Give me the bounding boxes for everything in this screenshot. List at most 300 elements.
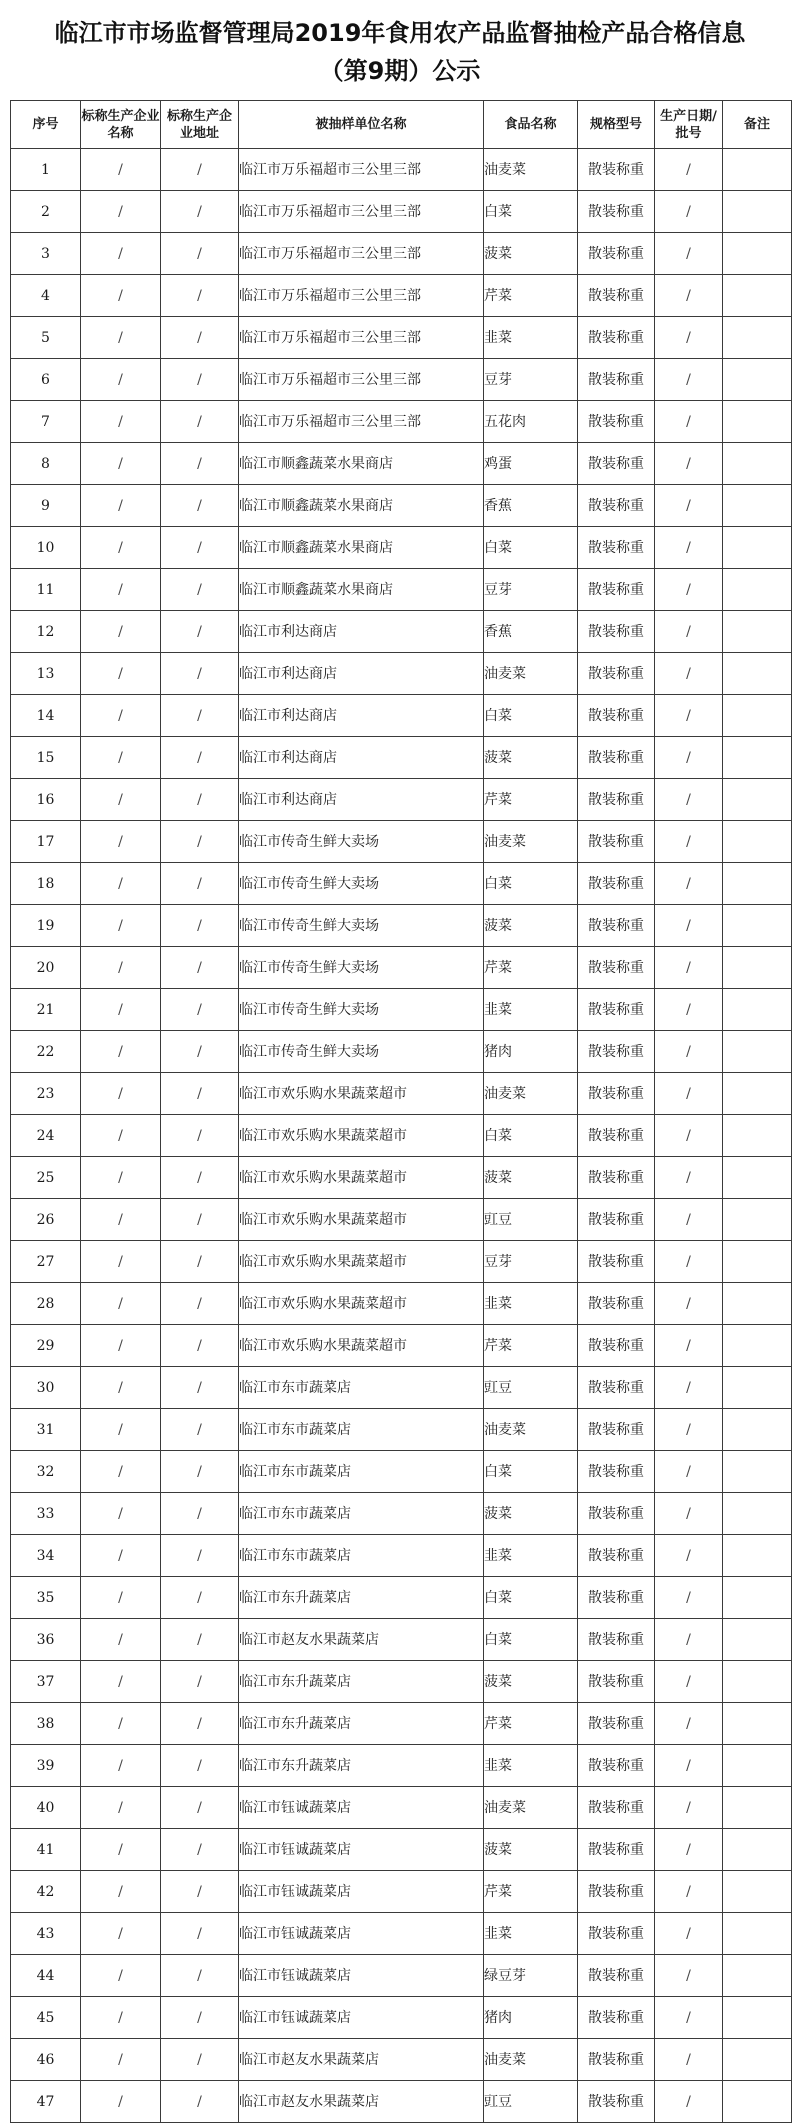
cell-food: 油麦菜 [484,1787,578,1829]
cell-maker-name: / [81,1871,161,1913]
cell-unit: 临江市欢乐购水果蔬菜超市 [239,1241,484,1283]
cell-date: / [655,779,723,821]
table-row [11,947,792,989]
cell-date: / [655,191,723,233]
cell-maker-name: / [81,1703,161,1745]
cell-no: 23 [11,1073,81,1115]
cell-no: 8 [11,443,81,485]
cell-food: 韭菜 [484,989,578,1031]
cell-maker-addr: / [161,191,239,233]
cell-unit: 临江市顺鑫蔬菜水果商店 [239,485,484,527]
cell-food: 芹菜 [484,1703,578,1745]
cell-maker-name: / [81,947,161,989]
cell-maker-name: / [81,1535,161,1577]
cell-food: 油麦菜 [484,2039,578,2081]
cell-no: 2 [11,191,81,233]
cell-note [723,1661,792,1703]
cell-spec: 散装称重 [578,779,655,821]
cell-maker-name: / [81,653,161,695]
cell-date: / [655,1073,723,1115]
cell-maker-name: / [81,1451,161,1493]
cell-note [723,1157,792,1199]
cell-note [723,527,792,569]
cell-maker-addr: / [161,863,239,905]
cell-unit: 临江市钰诚蔬菜店 [239,1955,484,1997]
cell-date: / [655,1871,723,1913]
cell-spec: 散装称重 [578,1283,655,1325]
cell-food: 芹菜 [484,1325,578,1367]
table-row [11,1409,792,1451]
cell-food: 菠菜 [484,1157,578,1199]
cell-note [723,1745,792,1787]
cell-spec: 散装称重 [578,527,655,569]
cell-note [723,359,792,401]
cell-unit: 临江市东升蔬菜店 [239,1745,484,1787]
cell-date: / [655,1241,723,1283]
table-row [11,779,792,821]
cell-food: 香蕉 [484,611,578,653]
cell-spec: 散装称重 [578,821,655,863]
cell-food: 菠菜 [484,1661,578,1703]
cell-maker-name: / [81,1073,161,1115]
cell-spec: 散装称重 [578,1955,655,1997]
cell-food: 鸡蛋 [484,443,578,485]
table-row [11,611,792,653]
cell-food: 韭菜 [484,1283,578,1325]
cell-spec: 散装称重 [578,275,655,317]
cell-maker-addr: / [161,779,239,821]
cell-food: 油麦菜 [484,653,578,695]
cell-maker-name: / [81,527,161,569]
cell-spec: 散装称重 [578,1577,655,1619]
table-row [11,1073,792,1115]
cell-spec: 散装称重 [578,947,655,989]
cell-spec: 散装称重 [578,905,655,947]
cell-date: / [655,947,723,989]
cell-maker-addr: / [161,1787,239,1829]
cell-date: / [655,737,723,779]
cell-spec: 散装称重 [578,149,655,191]
cell-note [723,905,792,947]
cell-no: 10 [11,527,81,569]
table-row [11,1955,792,1997]
cell-spec: 散装称重 [578,989,655,1031]
cell-note [723,695,792,737]
cell-spec: 散装称重 [578,1241,655,1283]
header-maker-addr: 标称生产企业地址 [161,101,239,149]
cell-date: / [655,1661,723,1703]
cell-note [723,1241,792,1283]
cell-unit: 临江市欢乐购水果蔬菜超市 [239,1199,484,1241]
cell-maker-addr: / [161,1955,239,1997]
cell-maker-name: / [81,1283,161,1325]
inspection-table [10,100,792,2123]
cell-spec: 散装称重 [578,1661,655,1703]
cell-maker-addr: / [161,233,239,275]
cell-no: 47 [11,2081,81,2123]
cell-note [723,1829,792,1871]
cell-no: 28 [11,1283,81,1325]
cell-maker-addr: / [161,1493,239,1535]
page-title [0,14,800,90]
cell-spec: 散装称重 [578,1325,655,1367]
cell-food: 白菜 [484,1577,578,1619]
cell-no: 27 [11,1241,81,1283]
cell-maker-addr: / [161,527,239,569]
table-row [11,233,792,275]
cell-unit: 临江市钰诚蔬菜店 [239,1913,484,1955]
cell-unit: 临江市东市蔬菜店 [239,1493,484,1535]
cell-date: / [655,443,723,485]
cell-food: 菠菜 [484,1493,578,1535]
cell-no: 9 [11,485,81,527]
cell-no: 1 [11,149,81,191]
cell-date: / [655,569,723,611]
cell-unit: 临江市万乐福超市三公里三部 [239,317,484,359]
cell-note [723,275,792,317]
cell-date: / [655,275,723,317]
cell-food: 油麦菜 [484,1073,578,1115]
cell-unit: 临江市传奇生鲜大卖场 [239,863,484,905]
cell-unit: 临江市赵友水果蔬菜店 [239,2081,484,2123]
cell-note [723,1997,792,2039]
table-row [11,1577,792,1619]
cell-note [723,1535,792,1577]
cell-spec: 散装称重 [578,695,655,737]
cell-spec: 散装称重 [578,737,655,779]
table-header-row [11,101,792,149]
table-row [11,1241,792,1283]
cell-date: / [655,695,723,737]
header-food: 食品名称 [484,101,578,149]
cell-no: 7 [11,401,81,443]
cell-maker-addr: / [161,1073,239,1115]
cell-unit: 临江市钰诚蔬菜店 [239,1997,484,2039]
cell-date: / [655,1031,723,1073]
cell-no: 15 [11,737,81,779]
cell-spec: 散装称重 [578,863,655,905]
cell-unit: 临江市欢乐购水果蔬菜超市 [239,1115,484,1157]
table-row [11,653,792,695]
cell-no: 13 [11,653,81,695]
cell-no: 3 [11,233,81,275]
cell-no: 25 [11,1157,81,1199]
cell-no: 6 [11,359,81,401]
cell-unit: 临江市万乐福超市三公里三部 [239,191,484,233]
cell-unit: 临江市万乐福超市三公里三部 [239,275,484,317]
cell-spec: 散装称重 [578,485,655,527]
cell-maker-addr: / [161,275,239,317]
cell-maker-name: / [81,1115,161,1157]
cell-maker-name: / [81,1409,161,1451]
cell-unit: 临江市东市蔬菜店 [239,1409,484,1451]
cell-no: 40 [11,1787,81,1829]
cell-maker-addr: / [161,989,239,1031]
cell-food: 白菜 [484,1451,578,1493]
cell-no: 32 [11,1451,81,1493]
table-row [11,1787,792,1829]
cell-date: / [655,2039,723,2081]
table-row [11,527,792,569]
cell-no: 33 [11,1493,81,1535]
cell-maker-name: / [81,1787,161,1829]
cell-maker-addr: / [161,1577,239,1619]
cell-date: / [655,1157,723,1199]
cell-maker-addr: / [161,1325,239,1367]
cell-unit: 临江市东市蔬菜店 [239,1535,484,1577]
cell-maker-name: / [81,1325,161,1367]
cell-no: 20 [11,947,81,989]
cell-food: 油麦菜 [484,149,578,191]
cell-date: / [655,1535,723,1577]
cell-spec: 散装称重 [578,1493,655,1535]
table-row [11,1619,792,1661]
cell-date: / [655,1367,723,1409]
cell-maker-addr: / [161,443,239,485]
cell-maker-name: / [81,443,161,485]
cell-date: / [655,1703,723,1745]
table-row [11,1367,792,1409]
title-line-1: 临江市市场监督管理局2019年食用农产品监督抽检产品合格信息 [54,19,746,47]
table-row [11,1871,792,1913]
cell-maker-addr: / [161,947,239,989]
cell-food: 韭菜 [484,1745,578,1787]
cell-food: 白菜 [484,863,578,905]
cell-note [723,863,792,905]
cell-maker-name: / [81,359,161,401]
cell-unit: 临江市顺鑫蔬菜水果商店 [239,443,484,485]
table-row [11,695,792,737]
cell-date: / [655,1745,723,1787]
cell-unit: 临江市利达商店 [239,653,484,695]
cell-unit: 临江市东升蔬菜店 [239,1577,484,1619]
table-row [11,1115,792,1157]
cell-maker-name: / [81,1955,161,1997]
cell-maker-addr: / [161,401,239,443]
cell-food: 五花肉 [484,401,578,443]
cell-no: 46 [11,2039,81,2081]
table-row [11,989,792,1031]
cell-food: 白菜 [484,1115,578,1157]
cell-spec: 散装称重 [578,359,655,401]
cell-no: 45 [11,1997,81,2039]
cell-spec: 散装称重 [578,233,655,275]
table-row [11,863,792,905]
cell-spec: 散装称重 [578,1703,655,1745]
cell-food: 芹菜 [484,275,578,317]
cell-no: 36 [11,1619,81,1661]
cell-unit: 临江市利达商店 [239,779,484,821]
cell-maker-addr: / [161,359,239,401]
cell-note [723,1577,792,1619]
cell-note [723,1073,792,1115]
header-maker-name: 标称生产企业名称 [81,101,161,149]
cell-food: 白菜 [484,695,578,737]
cell-food: 豇豆 [484,1367,578,1409]
table-row [11,1703,792,1745]
cell-no: 16 [11,779,81,821]
cell-maker-name: / [81,233,161,275]
cell-no: 44 [11,1955,81,1997]
cell-maker-name: / [81,1997,161,2039]
cell-maker-name: / [81,275,161,317]
cell-spec: 散装称重 [578,1871,655,1913]
table-row [11,1535,792,1577]
cell-food: 油麦菜 [484,821,578,863]
cell-spec: 散装称重 [578,1073,655,1115]
cell-date: / [655,317,723,359]
cell-maker-name: / [81,1199,161,1241]
cell-maker-addr: / [161,485,239,527]
cell-maker-name: / [81,2039,161,2081]
cell-food: 白菜 [484,1619,578,1661]
cell-maker-addr: / [161,1913,239,1955]
table-row [11,275,792,317]
cell-no: 24 [11,1115,81,1157]
table-row [11,317,792,359]
cell-maker-name: / [81,695,161,737]
header-date: 生产日期/批号 [655,101,723,149]
cell-food: 豆芽 [484,569,578,611]
title-line-2: （第9期）公示 [319,57,481,85]
cell-maker-name: / [81,1745,161,1787]
table-row [11,149,792,191]
cell-unit: 临江市欢乐购水果蔬菜超市 [239,1073,484,1115]
table-row [11,359,792,401]
cell-date: / [655,653,723,695]
cell-spec: 散装称重 [578,1829,655,1871]
cell-maker-addr: / [161,1451,239,1493]
cell-food: 香蕉 [484,485,578,527]
cell-note [723,2081,792,2123]
cell-spec: 散装称重 [578,1535,655,1577]
cell-date: / [655,1577,723,1619]
cell-note [723,1031,792,1073]
cell-food: 绿豆芽 [484,1955,578,1997]
cell-spec: 散装称重 [578,1115,655,1157]
cell-no: 42 [11,1871,81,1913]
cell-date: / [655,1829,723,1871]
header-unit: 被抽样单位名称 [239,101,484,149]
cell-food: 白菜 [484,191,578,233]
cell-note [723,821,792,863]
cell-date: / [655,1115,723,1157]
header-note: 备注 [723,101,792,149]
cell-note [723,1409,792,1451]
cell-note [723,2039,792,2081]
cell-maker-addr: / [161,1199,239,1241]
cell-note [723,989,792,1031]
cell-maker-addr: / [161,569,239,611]
cell-maker-name: / [81,611,161,653]
cell-unit: 临江市钰诚蔬菜店 [239,1871,484,1913]
cell-maker-name: / [81,737,161,779]
cell-maker-name: / [81,401,161,443]
cell-no: 31 [11,1409,81,1451]
table-body [11,149,792,2123]
cell-date: / [655,1409,723,1451]
cell-note [723,1115,792,1157]
cell-food: 芹菜 [484,779,578,821]
cell-maker-addr: / [161,1703,239,1745]
cell-spec: 散装称重 [578,191,655,233]
cell-no: 41 [11,1829,81,1871]
cell-unit: 临江市传奇生鲜大卖场 [239,905,484,947]
cell-maker-addr: / [161,1619,239,1661]
cell-maker-name: / [81,485,161,527]
cell-maker-addr: / [161,1535,239,1577]
cell-maker-addr: / [161,1829,239,1871]
cell-spec: 散装称重 [578,1451,655,1493]
cell-no: 43 [11,1913,81,1955]
cell-no: 29 [11,1325,81,1367]
table-row [11,401,792,443]
cell-unit: 临江市传奇生鲜大卖场 [239,1031,484,1073]
table-row [11,1325,792,1367]
table-row [11,1451,792,1493]
cell-maker-addr: / [161,2039,239,2081]
cell-food: 菠菜 [484,905,578,947]
cell-spec: 散装称重 [578,1031,655,1073]
cell-maker-addr: / [161,905,239,947]
cell-date: / [655,1451,723,1493]
cell-unit: 临江市利达商店 [239,611,484,653]
cell-note [723,485,792,527]
cell-no: 26 [11,1199,81,1241]
cell-note [723,317,792,359]
cell-no: 22 [11,1031,81,1073]
cell-maker-addr: / [161,1871,239,1913]
cell-date: / [655,485,723,527]
cell-note [723,611,792,653]
cell-spec: 散装称重 [578,1409,655,1451]
cell-date: / [655,527,723,569]
cell-maker-name: / [81,1241,161,1283]
cell-note [723,1451,792,1493]
cell-note [723,1703,792,1745]
cell-maker-addr: / [161,1115,239,1157]
table-row [11,485,792,527]
cell-maker-name: / [81,1829,161,1871]
cell-maker-name: / [81,1031,161,1073]
cell-food: 菠菜 [484,1829,578,1871]
cell-food: 油麦菜 [484,1409,578,1451]
cell-date: / [655,1325,723,1367]
cell-maker-addr: / [161,695,239,737]
cell-unit: 临江市万乐福超市三公里三部 [239,401,484,443]
cell-unit: 临江市赵友水果蔬菜店 [239,1619,484,1661]
cell-spec: 散装称重 [578,1199,655,1241]
cell-maker-name: / [81,317,161,359]
cell-note [723,947,792,989]
cell-date: / [655,821,723,863]
cell-maker-addr: / [161,1661,239,1703]
cell-date: / [655,401,723,443]
cell-food: 豆芽 [484,1241,578,1283]
table-row [11,1493,792,1535]
cell-food: 白菜 [484,527,578,569]
cell-note [723,443,792,485]
table-row [11,737,792,779]
cell-no: 35 [11,1577,81,1619]
cell-date: / [655,359,723,401]
cell-date: / [655,905,723,947]
cell-maker-addr: / [161,149,239,191]
cell-food: 芹菜 [484,947,578,989]
cell-food: 豇豆 [484,1199,578,1241]
cell-date: / [655,1619,723,1661]
cell-unit: 临江市赵友水果蔬菜店 [239,2039,484,2081]
